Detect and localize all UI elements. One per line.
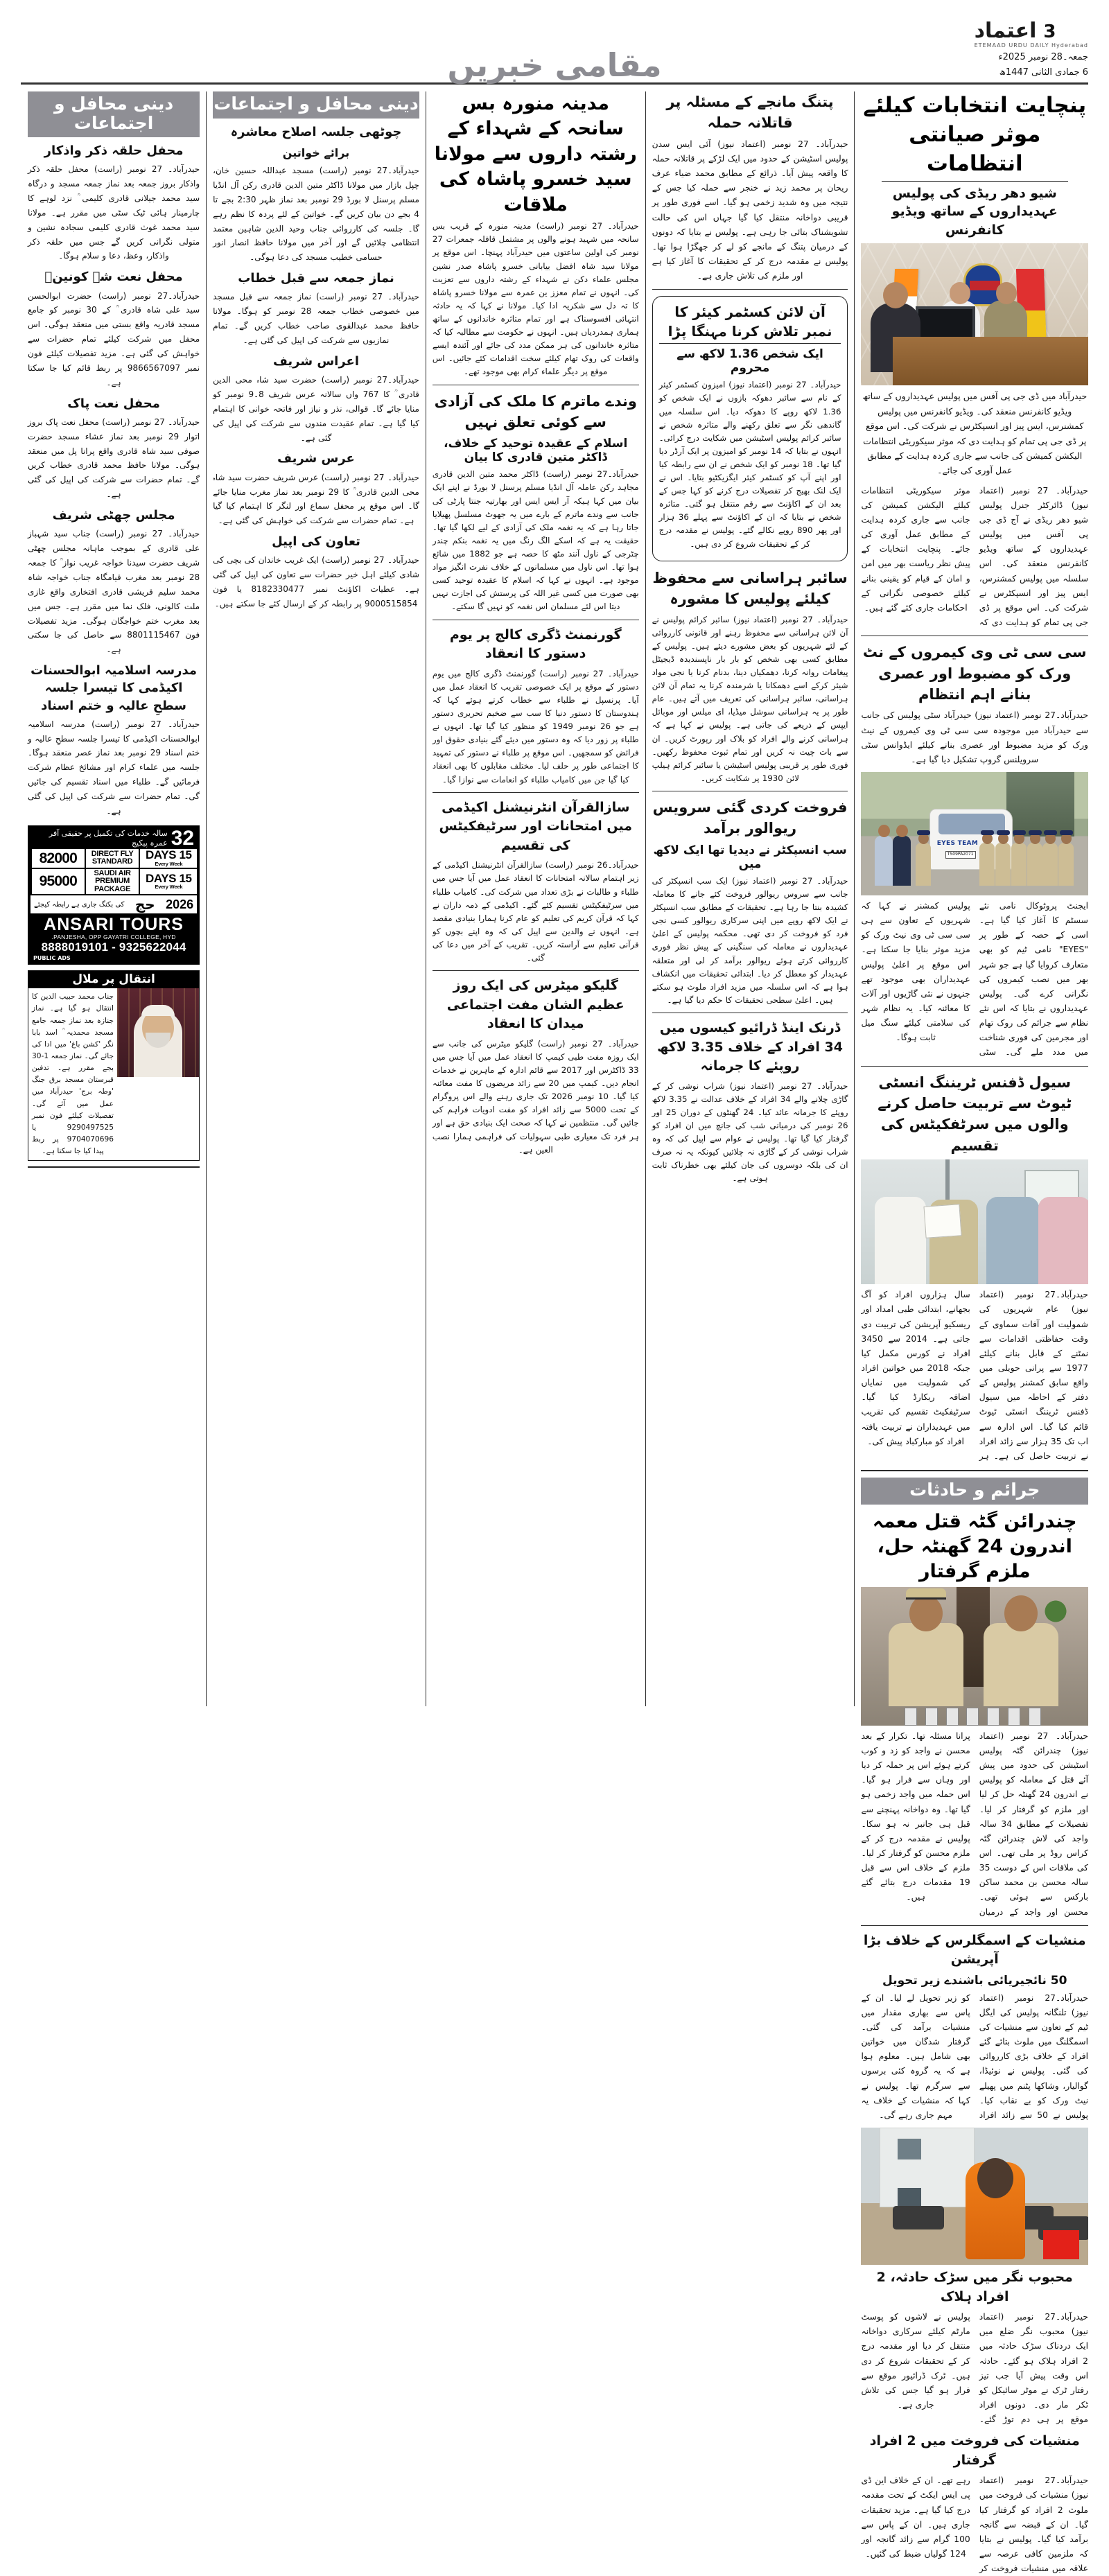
religious-title: اعراس شریف [272,353,360,369]
ad-days-sub: Every Week [155,861,183,868]
body-civil-defence: حیدرآباد۔27 نومبر (اعتماد نیوز) عام شہریوں کی شمولیت اور آفات سماوی کے وقت حفاظتی اقدامات سے نمٹنے کے قابل بنانے کیلئے 1977 سے پرانی حویلی میں واقع سابق کمشنر پولیس کے دفتر کے احاطہ میں سیول ڈفنس ٹریننگ انسٹی ٹیوٹ قائم کیا گیا۔ اس ادارہ سے اب تک 35 ہزار سے زائد افراد نے تربیت حاصل کی ہے۔ ہر سال ہزاروں افراد کو آگ بجھانے، ابتدائی طبی امداد اور ریسکیو آپریشن کی تربیت دی جاتی ہے۔ 2014 سے 3450 افراد نے کورس مکمل کیا جبکہ 2018 میں خواتین افراد کی شمولیت میں نمایاں اضافہ ریکارڈ کیا گیا۔ سرٹیفکیٹ تقسیم کی تقریب میں عہدیداران نے تربیت یافتہ افراد کو مبارکباد پیش کی۔ [861,1290,1088,1461]
religious-body: حیدرآباد۔27 نومبر (راست) حضرت سید شاہ محی الدین قادری ؒ کا 767 واں سالانہ عرس شریف 8۔9 نومبر کو منایا جائے گا۔ قوالی، نذر و نیاز اور فاتحہ خوانی کا اہتمام کیا گیا ہے۔ تمام عقیدت مندوں سے شرکت کی اپیل کی گئی ہے۔ [213,375,419,443]
headline-narc-seize: منشیات کی فروخت میں 2 افراد گرفتار [869,2433,1080,2468]
ad-price: 82000 [39,850,78,866]
religious-body: حیدرآباد۔ 27 نومبر (راست) محفل حلقہ ذکر واذکار بروز جمعہ بعد نماز جمعہ مسجد و درگاہ سید محمد جیلانی قادری کلیمی ؒ نزد لوہے کا چارمینار ہائی ٹیک سٹی میں مقرر ہے۔ مولانا سید محمد غوث قادری کلیمی سجادہ نشین و متولی نگرانی کریں گے جس میں حلقہ ذکر واذکار، وعظ، دعا و سلام ہوگا۔ [28,164,200,261]
subhead-narcotics: 50 نائجیریائی باشندے زیر تحویل [882,1973,1067,1988]
photo-deceased-portrait [117,988,199,1077]
ad-years-badge: 32 [171,826,195,850]
ad-hajj-row [30,895,197,913]
body-road-accident: حیدرآباد۔27 نومبر (اعتماد نیوز) محبوب نگر ضلع میں ایک دردناک سڑک حادثہ میں 2 افراد ہلاک ہو گئے۔ حادثہ اس وقت پیش آیا جب تیز رفتار ٹرک نے موٹر سائیکل کو ٹکر مار دی۔ دونوں افراد موقع پر ہی دم توڑ گئے۔ پولیس نے لاشوں کو پوسٹ مارٹم کیلئے سرکاری دواخانہ منتقل کر دیا اور مقدمہ درج کر کے تحقیقات شروع کر دی ہیں۔ ٹرک ڈرائیور موقع سے فرار ہو گیا جس کی تلاش جاری ہے۔ [861,2312,1088,2425]
headline-quran-academy: سازالقرآن انٹرنیشنل اکیڈمی میں امتحانات اور سرٹیفکیٹس کی تقسیم [439,799,632,853]
body-narcotics: حیدرآباد۔27 نومبر (اعتماد نیوز) تلنگانہ پولیس کی ایگل ٹیم کے تعاون سے منشیات کی اسمگلنگ میں ملوث بتائے گئے افراد کے خلاف بڑی کارروائی کی گئی۔ پولیس نے نوئیڈا، گوالیار، وشاکھا پٹنم میں پھیلے نیٹ ورک کو بے نقاب کیا۔ پولیس نے 50 سے زائد افراد کو زیر تحویل لے لیا۔ ان کے پاس سے بھاری مقدار میں منشیات برآمد کی گئی۔ گرفتار شدگان میں خواتین بھی شامل ہیں۔ معلوم ہوا ہے کہ یہ گروہ کئی برسوں سے سرگرم تھا۔ پولیس نے کہا کہ منشیات کے خلاف یہ مہم جاری رہے گی۔ [861,1992,1088,2120]
religious-body: حیدرآباد۔27 نومبر (راست) مسجد عبداللہ حسین خان، چپل بازار میں مولانا ڈاکٹر متین الدین قادری رکن آل انڈیا مسلم پرسنل لا بورڈ 29 نومبر بعد نماز ظہر 2:30 بجے تا 4 بجے دن بیان کریں گے۔ خواتین کے لئے پردہ کا نظم رہے گا۔ جلسہ کی کارروائی جناب وحید الدین شاہین معتمد انتظامی چلائیں گے اور آخر میں مولانا حافظ انصار انور حسامی خطیب مسجد کی دعا ہوگی۔ [213,166,419,263]
suspect-figure [966,2162,1025,2259]
police-cap-icon [906,1588,946,1600]
religious-item [28,662,200,818]
paper-name: اعتماد [974,18,1037,43]
page-columns [21,91,1088,2574]
section-header-religious-right: دینی محافل و اجتماعات [28,91,200,137]
paper-flag [975,18,1088,80]
body-lead: حیدرآباد۔ 27 نومبر (اعتماد نیوز) ڈائرکٹر جنرل پولیس شیو دھر ریڈی نے آج ڈی جی پی آفس میں پولیس عہدیداروں کے ساتھ ویڈیو کانفرنس منعقد کی۔ اس سلسلہ میں پولیس کمشنرس، ایس پیز اور انسپکٹرس نے شرکت کی۔ اس موقع پر ڈی جی پی تمام کو ہدایت دی کہ موثر سیکوریٹی انتظامات کیلئے الیکشن کمیشن کی جانب سے جاری کردہ ہدایت کے مطابق عمل آوری کی جائے۔ پنچایت انتخابات کے پیش نظر ریاست بھر میں امن و امان کے قیام کو یقینی بنانے کیلئے خصوصی نگرانی کے احکامات جاری کئے گئے ہیں۔ [861,485,1088,628]
ad-hajj-urdu: کی بکنگ جاری ہے رابطہ کیجئے [34,900,125,909]
ad-package-row [30,869,197,895]
religious-title: تعاون کی اپیل [272,534,360,550]
headline-lead: پنچایت انتخابات کیلئے موثر صیانتی انتظامات [863,93,1087,176]
headline-wande: وندے ماترم کا ملک کی آزادی سے کوئی تعلق نہیں [434,392,637,430]
ad-slot-bottom [28,1166,200,1250]
prayer-cap-icon [141,1005,175,1016]
body-madina: حیدرآباد۔ 27 نومبر (راست) مدینہ منورہ کے قریب بس سانحہ میں شہید ہونے والوں پر مشتمل قافلہ جمعرات 27 نومبر کی اولین ساعتوں میں حیدرآباد پہنچا۔ اس موقع پر مولانا سید شاہ افضل بیابانی خسرو پاشاہ صدر نشین مجلس علماء دکن نے شہداء کے رشتہ داروں سے تعزیت کی۔ انہوں نے تمام معزز ین عمرہ سے مولانا خسرو پاشاہ کا تہ دل سے شکریہ ادا کیا۔ مولانا نے کہا کہ یہ حادثہ انتہائی افسوسناک ہے اور تمام متاثرہ خاندانوں کے ساتھ ہماری ہمدردیاں ہیں۔ انہوں نے حکومت سے مطالبہ کیا کہ متاثرہ خاندانوں کی ہر ممکن مدد کی جائے اور آئندہ ایسے واقعات کی روک تھام کیلئے سخت اقدامات کئے جائیں۔ اس موقع پر دیگر علماء کرام بھی موجود تھے۔ [432,221,639,377]
ad-fly-line1: DIRECT FLY [91,849,134,858]
ad-hajj-word: حج [134,896,155,913]
obituary-heading: انتقال پر ملال [28,971,199,988]
ad-top-urdu: سالہ خدمات کی تکمیل پر حقیقی آفر عمرہ پیکیج [49,828,168,848]
headline-madina: مدینہ منورہ بس سانحہ کے شہداء کے رشتہ داروں سے مولانا سید خسرو پاشاہ کی ملاقات [434,93,637,216]
subhead-wande: اسلام کے عقیدہ توحید کے خلاف، ڈاکٹر متین قادری کا بیان [444,437,628,465]
religious-body: حیدرآباد۔ 27 نومبر (راست) عرس شریف حضرت سید شاہ محی الدین قادری ؒ کا 29 نومبر بعد نماز مغرب منایا جائے گا۔ اس موقع پر محفل سماع اور لنگر کا اہتمام کیا گیا ہے۔ تمام حضرات سے شرکت کی خواہش کی گئی ہے۔ [213,472,419,526]
body-narc-seize: حیدرآباد۔27 نومبر (اعتماد نیوز) منشیات کی فروخت میں ملوث 2 افراد کو گرفتار کیا گیا۔ ان کے قبضہ سے گانجہ برآمد کیا گیا۔ پولیس نے بتایا کہ ملزمین کافی عرصہ سے علاقہ میں منشیات فروخت کر رہے تھے۔ ان کے خلاف این ڈی پی ایس ایکٹ کے تحت مقدمہ درج کیا گیا ہے۔ مزید تحقیقات جاری ہیں۔ ان کے پاس سے 100 گرام سے زائد گانجہ اور 124 گولیاں ضبط کی گئیں۔ [861,2476,1088,2574]
dateline-cctv: حیدرآباد۔27 نومبر (اعتماد نیوز) حیدرآباد سٹی پولیس کی جانب سے حیدرآباد میں موجودہ سی سی ٹی وی کیمروں کے نیٹ ورک کو مزید مضبوط اور عصری بنانے کیلئے ایڈوانس سٹی سرویلنس گروپ تشکیل دیا گیا ہے۔ [861,710,1088,764]
body-kite: حیدرآباد۔ 27 نومبر (اعتماد نیوز) آئی ایس سدن پولیس اسٹیشن کے حدود میں ایک لڑکے پر قاتلانہ حملہ کا واقعہ پیش آیا۔ ذرائع کے مطابق محمد ضیاء عرف ریحان پر محمد زید نے خنجر سے حملہ کیا جس کے نتیجہ میں وہ شدید زخمی ہو گیا۔ اسے فوری طور پر قریبی دواخانہ منتقل کیا گیا جہاں اس کی حالت تشویشناک بتائی جا رہی ہے۔ پولیس نے بتایا کہ دونوں کے درمیان پتنگ کے مانجے کو لے کر جھگڑا ہوا تھا۔ پولیس نے مقدمہ درج کر کے تحقیقات کا آغاز کیا ہے اور ملزم کی تلاش جاری ہے۔ [652,139,848,281]
page-title: مقامی خبریں [447,46,662,84]
religious-item [213,533,419,611]
telangana-police-badge-icon [963,263,1002,306]
photo-eyes-team-vehicle: EYES TEAM TS09PA2071 [861,772,1088,895]
photo-video-conference [861,243,1088,385]
headline-road-accident: محبوب نگر میں سڑک حادثہ، 2 افراد ہلاک [876,2270,1073,2304]
headline-glucometer: گلیکو میٹرس کی ایک روز عظیم الشان مفت اجتماعی میدان کا انعقاد [446,978,625,1032]
ad-brand-phone: 9325622044 - 8888019101 [41,940,186,954]
ad-brand-name: ANSARI TOURS [44,915,184,935]
religious-title: مدرسہ اسلامیہ ابوالحسنات اکیڈمی کا تیسرا جلسہ سطحِ عالیہ و ختم اسناد [30,663,197,713]
body-cyber: حیدرآباد۔ 27 نومبر (اعتماد نیوز) سائبر کرائم پولیس نے آن لائن ہراسانی سے محفوظ رہنے اور قانونی کارروائی کے لئے شہریوں کو بعض مشورے دیئے ہیں۔ پولیس کے مطابق کسی بھی شخص کو بار بار ناپسندیدہ ڈیجیٹل پیغامات روانہ کرنا، دھمکیاں دینا، بدنام کرنا یا نجی مواد شیئر کرکے اسے دھمکانا یا شرمندہ کرنا یہ تمام آن لائن ہراسانی، سائبر ہراسانی کی تعریف میں آتے ہیں۔ عام طور پر یہ ہراسانی سوشل میڈیا، ای میلس اور موبائل ایپس کے ذریعے کی جاتی ہے۔ پولیس نے کہا ہے کہ ہراسانی کرنے والے افراد کو بلاک اور رپورٹ کریں۔ ان سے بات چیت نہ کریں اور تمام ثبوت محفوظ رکھیں۔ فوری طور پر قریبی پولیس اسٹیشن یا سائبر کرائم ہیلپ لائن 1930 پر شکایت کریں۔ [652,614,848,783]
column-left [861,91,1088,2574]
ad-fly-line2: STANDARD [91,857,133,866]
headline-revolver: فروخت کردی گئی سرویس ریوالور برآمد [652,799,848,837]
headline-narcotics: منشیات کے اسمگلرس کے خلاف بڑا آپریشن [863,1932,1086,1968]
headline-online: آن لائن کسٹمر کیئر کا نمبر تلاش کرنا مہنگا پڑا [659,302,841,344]
ad-package-row [30,849,197,867]
headline-civil-defence: سیول ڈفنس ٹریننگ انسٹی ٹیوٹ سے تربیت حاصل کرنے والوں میں سرٹفکیٹس کی تقسیم [877,1074,1072,1154]
headline-cctv: سی سی ٹی وی کیمروں کے نٹ ورک کو مضبوط اور عصری بنانے اہم انتظام [862,644,1087,703]
religious-body: حیدرآباد۔ 27 نومبر (راست) جناب سید شہباز علی قادری کے بموجب ماہانہ مجلس چھٹی شریف حضرت سیدنا خواجہ غریب نواز ؒ کا جمعہ 28 نومبر بعد مغرب قیامگاہ جناب خواجہ شاہ محمد سلیم قریشی قادری افتخاری واقع غازی ملت کالونی، فلک نما میں مقرر ہے۔ جس میں بعد مغرب ختم خواجگان ہوگی۔ مزید تفصیلات فون 8801115467 سے حاصل کی جا سکتی ہے۔ [28,529,200,655]
subhead-lead: شیو دھر ریڈی کی پولیس عہدیداروں کے ساتھ ویڈیو کانفرنس [882,181,1068,240]
paper-subtitle: ETEMAAD URDU DAILY Hyderabad [974,42,1088,49]
subhead-revolver: سب انسپکٹر نے دیدیا تھا ایک لاکھ میں [653,843,847,871]
ad-top-row [30,828,197,850]
religious-item [28,507,200,657]
religious-title: محفل نعت شہ کونینؐ [44,270,183,285]
column-mid-0 [652,91,848,1706]
religious-title: محفل نعت پاک [67,396,160,411]
column-mid-1 [433,91,639,1706]
headline-cyber: سائبر ہراسانی سے محفوظ کیلئے پولیس کا مشورہ [652,569,848,608]
religious-body: حیدرآباد۔27 نومبر (راست) حضرت ابوالحسن سید علی شاہ قادری ؒ کے 30 نومبر کو جامع مسجد قادریہ واقع بستی میں منعقد ہوگی۔ اس محفل میں شرکت کیلئے تمام حضرات سے خواہش کی گئی ہے۔ مزید تفصیلات کیلئے فون نمبر 9866567097 پر ربط قائم کیا جا سکتا ہے۔ [28,290,200,387]
masthead [21,18,1088,85]
headline-drunk-drive: ڈرنک اینڈ ڈرائیو کیسوں میں 34 افراد کے خلاف 3.35 لاکھ روپئے کا جرمانہ [657,1019,843,1074]
ad-ansari-tours[interactable] [28,825,200,965]
religious-title: مجلس چھٹی شریف [52,508,175,523]
ad-price: 95000 [39,873,78,890]
column-divider [854,91,855,1706]
ad-public-ads-label: PUBLIC ADS [30,955,197,962]
headline-chandrayangutta: چندرائن گٹہ قتل معمہ اندرون 24 گھنٹہ حل، ملزم گرفتار [872,1510,1077,1583]
body-chandrayangutta: حیدرآباد۔ 27 نومبر (اعتماد نیوز) چندرائن گٹہ پولیس اسٹیشن کی حدود میں پیش آئے قتل کے معاملہ کو پولیس نے اندرون 24 گھنٹہ حل کر لیا اور ملزم کو گرفتار کر لیا۔ تفصیلات کے مطابق 34 سالہ واجد کی لاش چندرائن گٹہ کراس روڈ پر ملی تھی۔ اس کی ملاقات اس کے دوست 35 سالہ محسن بن محمد ساکن بارکس سے ہوئی تھی۔ محسن اور واجد کے درمیان پرانا مسئلہ تھا۔ تکرار کے بعد محسن نے واجد کو زد و کوب کرتے ہوئے اس پر حملہ کر دیا اور وہاں سے فرار ہو گیا۔ اس حملہ میں واجد زخمی ہو گیا تھا۔ وہ دواخانہ پہنچنے سے قبل ہی جانبر نہ ہو سکا۔ پولیس نے مقدمہ درج کر کے ملزم محسن کو گرفتار کر لیا۔ ملزم کے خلاف اس سے قبل 19 مقدمات درج بتائے گئے ہیں۔ [861,1731,1088,1917]
religious-body: حیدرآباد۔ 27 نومبر (راست) محفل نعت پاک بروز اتوار 29 نومبر بعد نماز عشاء مسجد حضرت صوفی سید شاہ قادری واقع پرانا پل میں منعقد ہوگی۔ مولانا حافظ محمد قادری خطاب کریں گے۔ تمام حضرات سے شرکت کی اپیل کی گئی ہے۔ [28,417,200,500]
page-number: 3 [1043,21,1056,42]
ad-brand-address: PANJESHA, OPP GAYATRI COLLEGE, HYD. [51,934,176,941]
headline-govt-degree: گورنمنٹ ڈگری کالج پر یوم دستور کا انعقاد [449,627,622,662]
column-divider [645,91,646,1706]
body-quran-academy: حیدرآباد۔26 نومبر (راست) سازالقرآن انٹرنیشنل اکیڈمی کے زیر اہتمام سالانہ امتحانات کا انعقاد عمل میں آیا جس میں طلباء و طالبات نے بڑی تعداد میں شرکت کی۔ کامیاب طلباء میں سرٹیفکیٹس تقسیم کئے گئے۔ اکیڈمی کے ذمہ داران نے کہا کہ قرآن کریم کی تعلیم کو عام کرنا ہمارا بنیادی مقصد ہے۔ انہوں نے والدین سے اپیل کی کہ وہ اپنے بچوں کو قرآنی تعلیم سے آراستہ کریں۔ تقریب کے آخر میں دعا کی گئی۔ [432,860,639,963]
photo-suspect-with-bikes [861,2128,1088,2265]
ad-brand-block [30,915,197,955]
obituary-body: جناب محمد حبیب الدین کا انتقال ہو گیا ہے۔ نماز جنازہ بعد نماز جمعہ جامع مسجد محمدیہ ؒ اسد بابا نگر 'کشن باغ' میں ادا کی جائے گی۔ نماز جمعہ 1-30 بجے مقرر ہے۔ تدفین قبرستان مسجد برق جنگ 'وطہ برج' حیدرآباد میں عمل میں آئے گی۔ تفصیلات کیلئے فون نمبر 9290497525 یا 9704070696 پر ربط پیدا کیا جا سکتا ہے۔ [32,992,114,1156]
religious-item [28,395,200,502]
caption-video-conference: حیدرآباد میں ڈی جی پی آفس میں پولیس عہدیداروں کے ساتھ ویڈیو کانفرنس منعقد کی۔ ویڈیو کانفرنس میں پولیس کمشنرس، ایس پیز اور انسپکٹرس نے شرکت کی۔ اس موقع پر ڈی جی پی تمام کو ہدایت دی کہ موثر سیکوریٹی انتظامات الیکشن کمیشن کی جانب سے جاری کردہ ہدایت کے مطابق عمل آوری کی جائے۔ [862,391,1088,476]
body-revolver: حیدرآباد۔ 27 نومبر (اعتماد نیوز) ایک سب انسپکٹر کی جانب سے سروس ریوالور فروخت کئے جانے کا معاملہ کشیدہ بنتا جا رہا ہے۔ تحقیقات کے مطابق سب انسپکٹر نے ایک لاکھ روپے میں اپنی سرکاری ریوالور کسی نجی فرد کو فروخت کر دی تھی۔ محکمہ پولیس کے اعلیٰ عہدیداروں نے معاملہ کی سنگینی کے پیش نظر فوری کارروائی کرتے ہوئے ریوالور برآمد کر لی اور متعلقہ عہدیدار کو معطل کر دیا۔ ابتدائی تحقیقات میں انکشاف ہوا ہے کہ اس سلسلہ میں مزید افراد ملوث ہو سکتے ہیں۔ اعلیٰ سطحی تحقیقات کا حکم دیا گیا ہے۔ [652,875,848,1005]
ad-days-sub: Every Week [155,884,183,891]
ad-obituary[interactable] [28,970,200,1161]
photo-police-press-conference [861,1587,1088,1726]
body-online: حیدرآباد۔ 27 نومبر (اعتماد نیوز) امیزون کسٹمر کیئر کے نام سے سائبر دھوکہ بازوں نے ایک شخص کو 1.36 لاکھ روپے کا دھوکہ دیا۔ اس سلسلہ میں گاندھی نگر سے تعلق رکھنے والے متاثرہ شخص نے سائبر کرائم پولیس اسٹیشن میں شکایت درج کرائی۔ انہوں نے بتایا کہ 14 نومبر کو امیزون پر ایک آرڈر دیا گیا تھا۔ 18 نومبر کو ایک شخص نے ان سے رابطہ کیا اور اپنے آپ کو کسٹمر کیئر ایگزیکٹیو بتایا۔ اس نے ایک لنک بھیج کر تفصیلات درج کرنے کو کہا جس کے بعد ان کے اکاؤنٹ سے رقم منتقل ہو گئی۔ متاثرہ شخص نے بتایا کہ ان کے اکاؤنٹ سے پہلے 36 ہزار اور پھر 890 روپے نکالے گئے۔ پولیس نے مقدمہ درج کر کے تحقیقات شروع کر دی ہیں۔ [658,380,841,549]
ad-days: 15 DAYS [146,848,192,862]
ad-fly-line2: PREMIUM PACKAGE [94,877,131,893]
section-header-crime: جرائم و حادثات [861,1478,1088,1505]
photo-certificate-ceremony [861,1159,1088,1284]
religious-body: حیدرآباد۔ 27 نومبر (راست) نماز جمعہ سے قبل مسجد میں خصوصی خطاب جمعہ 28 نومبر کو ہوگا۔ مولانا حافظ محمد عبدالقوی صاحب خطاب کریں گے۔ تمام نمازیوں سے شرکت کی اپیل کی گئی ہے۔ [213,292,419,346]
religious-item [213,353,419,446]
religious-title: عرس شریف [277,451,355,466]
body-drunk-drive: حیدرآباد۔ 27 نومبر (اعتماد نیوز) شراب نوشی کر کے گاڑی چلانے والے 34 افراد کے خلاف عدالت نے 3.35 لاکھ روپئے کا جرمانہ عائد کیا۔ 24 گھنٹوں کے دوران 25 اور 26 نومبر کی درمیانی شب کی جانچ میں ان افراد کو گرفتار کیا گیا تھا۔ پولیس نے عوام سے اپیل کی کہ وہ شراب نوشی کر کے گاڑی نہ چلائیں کیونکہ یہ نہ صرف ان کی بلکہ دوسروں کی جان کیلئے بھی خطرناک ثابت ہوتی ہے۔ [652,1080,848,1184]
section-header-religious: دینی محافل و اجتماعات [213,91,419,119]
certificate-icon [924,1204,962,1238]
body-govt-degree: حیدرآباد۔ 27 نومبر (راست) گورنمنٹ ڈگری کالج میں یوم دستور کے موقع پر ایک خصوصی تقریب کا انعقاد عمل میں آیا۔ پرنسپل نے طلباء سے خطاب کرتے ہوئے کہا کہ ہندوستان کا دستور دنیا کا سب سے ضخیم تحریری دستور ہے جو 26 نومبر 1949 کو منظور کیا گیا تھا۔ انہوں نے طلباء پر زور دیا کہ وہ دستور میں دیئے گئے بنیادی حقوق اور فرائض کو سمجھیں۔ اس موقع پر طلباء نے دستور کی تمہید کا اجتماعی طور پر حلف لیا۔ مختلف مقابلوں کا بھی انعقاد کیا گیا جن میں کامیاب طلباء کو انعامات سے نوازا گیا۔ [432,668,639,785]
body-wande: حیدرآباد۔27 نومبر (راست) ڈاکٹر محمد متین الدین قادری مجاہد رکن عاملہ آل انڈیا مسلم پرسنل لا بورڈ نے اپنے ایک بیان میں کہا ہیکہ آر ایس ایس اور بھارتیہ جنتا پارٹی کی جانب سے وندے ماترم کے بارے میں یہ جھوٹ مسلسل پھیلایا جاتا رہا ہے کہ یہ نغمہ ملک کی آزادی کے لیے لکھا گیا تھا۔ حقیقت یہ ہے کہ اسکے الگ رنگ میں یہ نغمہ بنکم چندر چٹرجی کے ناول آنند مٹھ کا حصہ ہے جو 1882 میں شائع ہوا تھا۔ اس ناول میں مسلمانوں کے خلاف نفرت انگیز مواد موجود ہے۔ انہوں نے کہا کہ اسلام کا عقیدہ توحید کسی بھی صورت میں کسی غیر اللہ کی پرستش کی اجازت نہیں دیتا اس لئے مسلمان اس نغمہ کو نہیں گا سکتے۔ [432,469,639,612]
boxed-story-online [652,296,848,561]
religious-item [28,142,200,263]
column-divider [206,91,207,1706]
subhead-online: ایک شخص 1.36 لاکھ سے محروم [676,347,823,376]
religious-title: نماز جمعہ سے قبل خطاب [238,271,394,286]
body-glucometer: حیدرآباد۔ 27 نومبر (راست) گلیکو میٹرس کی جانب سے ایک روزہ مفت طبی کیمپ کا انعقاد عمل میں آیا جس میں 33 ڈاکٹرس اور 2017 سے قائم ادارہ کے ماہرین نے خدمات انجام دیں۔ کیمپ میں 20 سے زائد مریضوں کا مفت معائنہ کیا گیا۔ 10 نومبر 2026 تک جاری رہنے والے اس پروگرام کے تحت 5000 سے زائد افراد کو مفت ادویات فراہم کی جائیں گی۔ منتظمین نے کہا کہ صحت ایک بنیادی حق ہے اور ہر فرد تک معیاری طبی سہولیات کی فراہمی ہمارا نصب العین ہے۔ [432,1038,639,1155]
ad-days: 15 DAYS [146,871,192,885]
religious-subtitle: برائے خواتین [282,146,350,159]
religious-item [213,123,419,265]
religious-item [213,450,419,528]
religious-title: چوٹھی جلسہ اصلاح معاشرہ [230,124,402,139]
religious-body: حیدرآباد۔ 27 نومبر (راست) ایک غریب خاندان کی بچی کی شادی کیلئے اہل خیر حضرات سے تعاون کی اپیل کی گئی ہے۔ عطیات اکاؤنٹ نمبر 8182330477 یا فون 9000515854 پر رابطہ کر کے ارسال کئے جا سکتے ہیں۔ [213,555,419,608]
date-hijri: 6 جمادی الثانی 1447ھ [999,67,1088,78]
ad-hajj-year: 2026 [166,897,194,911]
religious-item [28,268,200,389]
religious-body: حیدرآباد۔ 27 نومبر (راست) مدرسہ اسلامیہ ابوالحسنات اکیڈمی کا تیسرا جلسہ سطحِ عالیہ و ختم اسناد 29 نومبر بعد نماز عصر منعقد ہوگا۔ جلسہ میں علماء کرام اور مشائخ عظام شرکت فرمائیں گے۔ طلباء میں اسناد تقسیم کی جائیں گی۔ تمام حضرات سے شرکت کی اپیل کی گئی ہے۔ [28,719,200,816]
religious-title: محفل حلقہ ذکر واذکار [44,143,184,158]
headline-kite: پتنگ مانجے کے مسئلہ پر قاتلانہ حملہ [666,94,834,132]
religious-item [213,270,419,348]
column-religious-a [213,91,419,1706]
column-religious-b [21,91,200,1706]
date-gregorian: جمعہ۔28 نومبر 2025ء [998,52,1088,63]
body-cctv: ایجنٹ پروٹوکال نامی نئے سسٹم کا آغاز کیا گیا ہے۔ اسی کے حصہ کے طور پر "EYES" نامی ٹیم کو بھی متعارف کروایا گیا ہے جو شہر بھر میں نصب کیمروں کی نگرانی کرے گی۔ پولیس عہدیداروں نے بتایا کہ اس نئے نظام سے جرائم کی روک تھام اور مجرمین کی فوری شناخت میں مدد ملے گی۔ سٹی پولیس کمشنر نے کہا کہ شہریوں کے تعاون سے ہی سی سی ٹی وی نیٹ ورک کو مزید موثر بنایا جا سکتا ہے۔ اس موقع پر اعلیٰ پولیس عہدیداران بھی موجود تھے جنہوں نے نئی گاڑیوں اور آلات کا معائنہ کیا۔ یہ نظام شہر کی سلامتی کیلئے سنگ میل ثابت ہوگا۔ [861,901,1088,1058]
ad-fly-line1: SAUDI AIR [94,868,131,877]
